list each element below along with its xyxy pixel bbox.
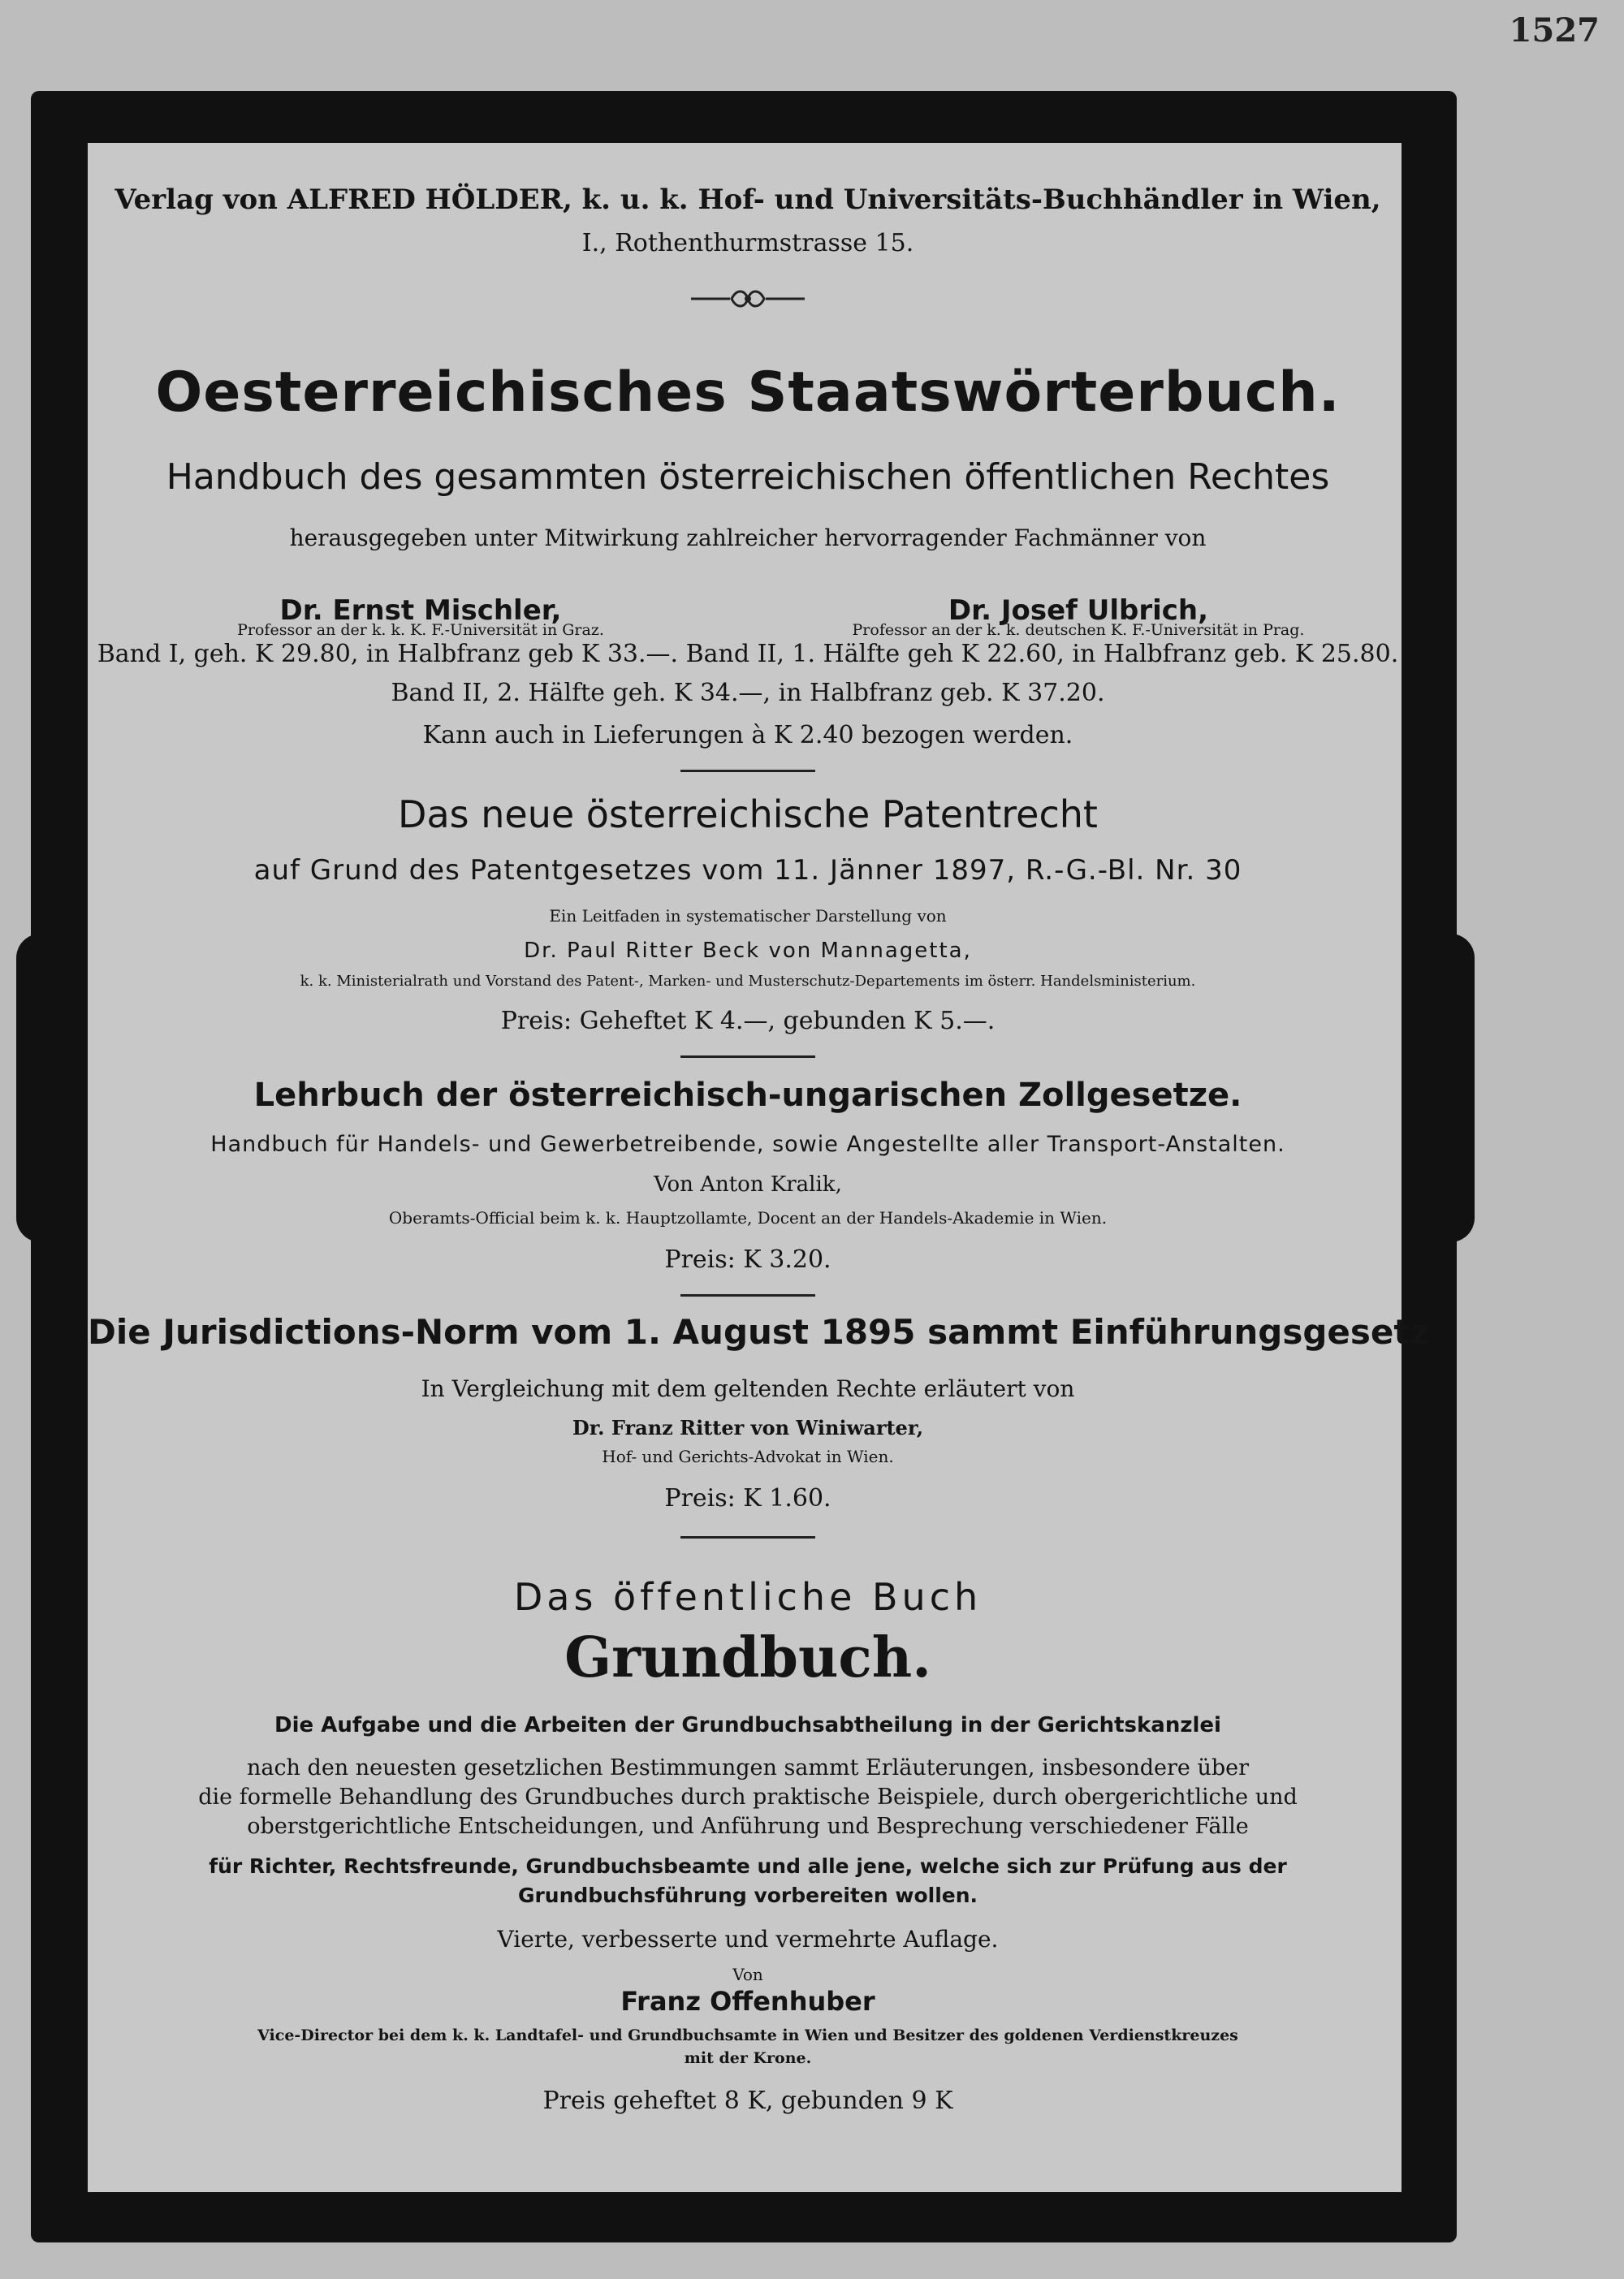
publisher-line: Verlag von ALFRED HÖLDER, k. u. k. Hof- und Universitäts-Buchhändler in Wien, bbox=[114, 183, 1381, 216]
ad5-desc-1: nach den neuesten gesetzlichen Bestimmungen sammt Erläuterungen, insbesondere über bbox=[246, 1755, 1250, 1780]
ad5-price: Preis geheftet 8 K, gebunden 9 K bbox=[542, 2087, 953, 2115]
ad3-title: Lehrbuch der österreichisch-ungarischen Zollgesetze. bbox=[253, 1077, 1242, 1114]
ad2-author-title: k. k. Ministerialrath und Vorstand des Patent-, Marken- und Musterschutz-Departements im österr. Handelsministerium. bbox=[300, 973, 1196, 990]
ad5-von: Von bbox=[732, 1965, 763, 1984]
ad2-guide: Ein Leitfaden in systematischer Darstellung von bbox=[549, 906, 947, 926]
ad4-title: Die Jurisdictions-Norm vom 1. August 1895 sammt Einführungsgesetz bbox=[88, 1312, 1430, 1352]
ad3-price: Preis: K 3.20. bbox=[664, 1245, 831, 1274]
ad2-subtitle: auf Grund des Patentgesetzes vom 11. Jänner 1897, R.-G.-Bl. Nr. 30 bbox=[253, 854, 1242, 887]
ad3-subtitle: Handbuch für Handels- und Gewerbetreibende, sowie Angestellte aller Transport-Anstalten. bbox=[210, 1132, 1285, 1157]
ad3-author: Von Anton Kralik, bbox=[654, 1172, 842, 1197]
ornament-icon bbox=[691, 287, 805, 310]
advertisement-panel bbox=[84, 140, 1430, 2195]
ad1-editors-intro: herausgegeben unter Mitwirkung zahlreicher hervorragender Fachmänner von bbox=[289, 524, 1207, 551]
ad5-audience-2: Grundbuchsführung vorbereiten wollen. bbox=[517, 1884, 978, 1907]
ad4-subtitle: In Vergleichung mit dem geltenden Rechte erläutert von bbox=[421, 1375, 1075, 1402]
ad2-price: Preis: Geheftet K 4.—, gebunden K 5.—. bbox=[500, 1007, 996, 1035]
ad5-pre-title: Das öffentliche Buch bbox=[513, 1575, 983, 1619]
ad5-desc-3: oberstgerichtliche Entscheidungen, und Anführung und Besprechung verschiedener Fälle bbox=[247, 1814, 1249, 1839]
page-number: 1527 bbox=[1509, 11, 1600, 50]
ad1-price-1: Band I, geh. K 29.80, in Halbfranz geb K 33.—. Band II, 1. Hälfte geh K 22.60, in Halbfranz geb. K 25.80. bbox=[97, 640, 1399, 668]
ad1-editor1-title: Professor an der k. k. K. F.-Universität in Graz. bbox=[237, 621, 604, 639]
ad5-author: Franz Offenhuber bbox=[620, 1986, 875, 2017]
ad5-audience-1: für Richter, Rechtsfreunde, Grundbuchsbeamte und alle jene, welche sich zur Prüfung aus der bbox=[209, 1854, 1287, 1878]
ad4-price: Preis: K 1.60. bbox=[664, 1484, 831, 1513]
ad1-editor2-name: Dr. Josef Ulbrich, bbox=[948, 594, 1209, 627]
ad1-editor1-name: Dr. Ernst Mischler, bbox=[279, 594, 562, 627]
ad1-editor2-title: Professor an der k. k. deutschen K. F.-Universität in Prag. bbox=[852, 621, 1305, 639]
ad1-title: Oesterreichisches Staatswörterbuch. bbox=[155, 360, 1341, 425]
ad5-author-title-1: Vice-Director bei dem k. k. Landtafel- und Grundbuchsamte in Wien und Besitzer des goldenen Verdienstkreuzes bbox=[257, 2026, 1238, 2044]
ad2-author: Dr. Paul Ritter Beck von Mannagetta, bbox=[524, 939, 972, 963]
ad5-edition: Vierte, verbesserte und vermehrte Auflage. bbox=[497, 1926, 999, 1953]
ad5-desc-2: die formelle Behandlung des Grundbuches durch praktische Beispiele, durch obergerichtliche und bbox=[198, 1785, 1298, 1810]
ad4-author: Dr. Franz Ritter von Winiwarter, bbox=[572, 1416, 924, 1439]
ad3-author-title: Oberamts-Official beim k. k. Hauptzollamte, Docent an der Handels-Akademie in Wien. bbox=[388, 1208, 1108, 1228]
ad5-author-title-2: mit der Krone. bbox=[684, 2049, 812, 2067]
ad1-price-2: Band II, 2. Hälfte geh. K 34.—, in Halbfranz geb. K 37.20. bbox=[391, 679, 1105, 707]
divider bbox=[680, 1055, 815, 1058]
ad1-delivery: Kann auch in Lieferungen à K 2.40 bezogen werden. bbox=[422, 721, 1073, 749]
publisher-address: I., Rothenthurmstrasse 15. bbox=[581, 229, 914, 257]
frame-left-bulge bbox=[16, 934, 65, 1242]
frame-right-bulge bbox=[1426, 934, 1475, 1242]
ad2-title: Das neue österreichische Patentrecht bbox=[398, 792, 1098, 836]
divider bbox=[680, 1294, 815, 1297]
ad5-subtitle: Die Aufgabe und die Arbeiten der Grundbuchsabtheilung in der Gerichtskanzlei bbox=[274, 1713, 1221, 1737]
divider bbox=[680, 770, 815, 772]
ad4-author-title: Hof- und Gerichts-Advokat in Wien. bbox=[602, 1447, 894, 1466]
ad1-subtitle: Handbuch des gesammten österreichischen öffentlichen Rechtes bbox=[166, 456, 1330, 498]
divider bbox=[680, 1536, 815, 1539]
ad5-title: Grundbuch. bbox=[564, 1625, 931, 1690]
